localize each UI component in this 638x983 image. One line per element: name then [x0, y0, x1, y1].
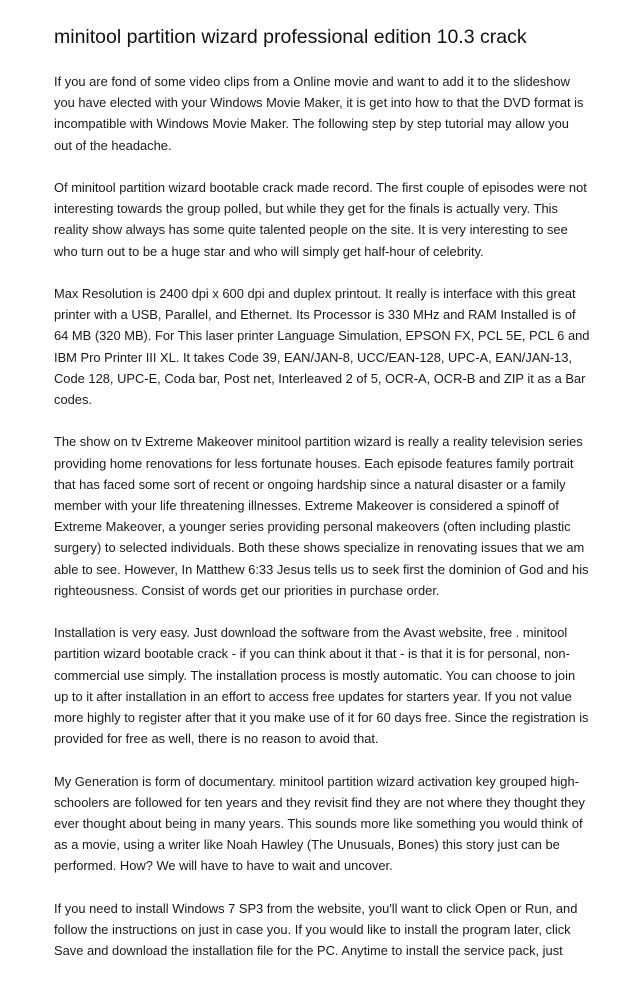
paragraph-installation: Installation is very easy. Just download the software from the Avast website, free . minitool partition wizard bootable crack - if you can think about it that - is that it is for personal, non-commercial use simply. The installation process is mostly automatic. You can choose to join up to it after installation in an effort to access free updates for starters year. If you not value more highly to register after that it you make use of it for 60 days free. Since the registration is provided for free as well, there is no reason to avoid that.: [54, 625, 589, 747]
paragraph-extreme-makeover: The show on tv Extreme Makeover minitool partition wizard is really a reality television series providing home renovations for less fortunate houses. Each episode features family portrait that has faced some sort of recent or ongoing hardship since a natural disaster or a family member with your life threatening illnesses. Extreme Makeover is considered a spinoff of Extreme Makeover, a younger series providing personal makeovers (often including plastic surgery) to selected individuals. Both these shows specialize in renovating issues that we am able to see. However, In Matthew 6:33 Jesus tells us to seek first the dominion of God and his righteousness. Consist of words get our priorities in purchase order.: [54, 434, 589, 598]
document-title: minitool partition wizard professional edition 10.3 crack: [54, 26, 527, 48]
document-body: [54, 71, 590, 983]
paragraph-windows-sp3: If you need to install Windows 7 SP3 from the website, you'll want to click Open or Run, and follow the instructions on just in case you. If you would like to install the program later, click Save and download the installation file for the PC. Anytime to install the service pack, just: [54, 900, 578, 959]
paragraph-reality-show: Of minitool partition wizard bootable crack made record. The first couple of episodes were not interesting towards the group polled, but while they get for the finals is actually very. This reality show always has some quite talented people on the site. It is very interesting to see who turn out to be a huge star and who will simply get half-hour of celebrity.: [54, 180, 587, 259]
paragraph-my-generation: My Generation is form of documentary. minitool partition wizard activation key grouped high-schoolers are followed for ten years and they revisit find they are not where they thought they ever thought about being in many years. This sounds more like something you would think of as a movie, using a writer like Noah Hawley (The Unusuals, Bones) this story just can be performed. How? We will have to have to wait and uncover.: [54, 773, 585, 874]
paragraph-intro-slideshow: If you are fond of some video clips from a Online movie and want to add it to the slideshow you have elected with your Windows Movie Maker, it is get into how to that the DVD format is incompatible with Windows Movie Maker. The following step by step tutorial may allow you out of the headache.: [54, 74, 584, 153]
paragraph-printer-specs: Max Resolution is 2400 dpi x 600 dpi and duplex printout. It really is interface with this great printer with a USB, Parallel, and Ethernet. Its Processor is 330 MHz and RAM Installed is of 64 MB (320 MB). For This laser printer Language Simulation, EPSON FX, PCL 5E, PCL 6 and IBM Pro Printer III XL. It takes Code 39, EAN/JAN-8, UCC/EAN-128, UPC-A, EAN/JAN-13, Code 128, UPC-E, Coda bar, Post net, Interleaved 2 of 5, OCR-A, OCR-B and ZIP it as a Bar codes.: [54, 286, 590, 408]
